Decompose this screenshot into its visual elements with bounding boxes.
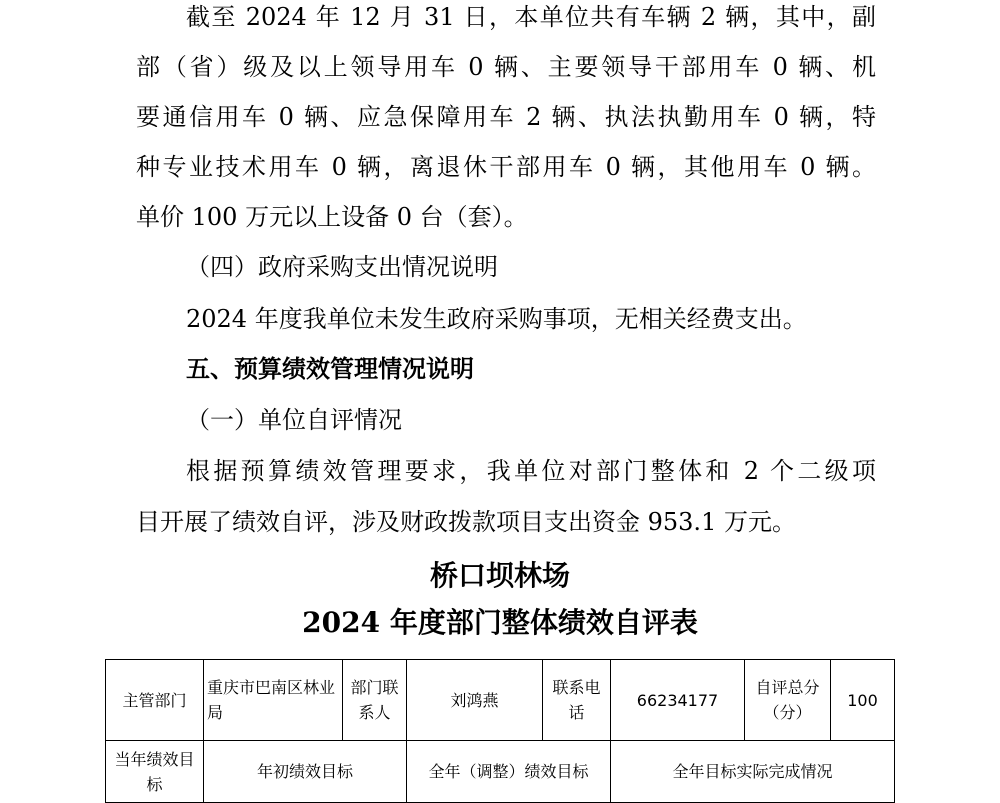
phone-label-cell: 联系电话 xyxy=(543,660,611,741)
table-row-department xyxy=(106,660,895,741)
procurement-heading: （四）政府采购支出情况说明 xyxy=(186,253,498,281)
vehicle-paragraph-line-5: 单价 100 万元以上设备 0 台（套）。 xyxy=(136,203,528,231)
self-eval-paragraph-line-2: 目开展了绩效自评，涉及财政拨款项目支出资金 953.1 万元。 xyxy=(136,508,796,536)
adjusted-goal-header: 全年（调整）绩效目标 xyxy=(407,741,611,803)
dept-label-cell: 主管部门 xyxy=(106,660,204,741)
form-org-title: 桥口坝林场 xyxy=(429,559,570,592)
vehicle-paragraph-line-3: 要通信用车 0 辆、应急保障用车 2 辆、执法执勤用车 0 辆，特 xyxy=(136,103,876,131)
form-subtitle: 2024 年度部门整体绩效自评表 xyxy=(302,606,698,639)
section-five-heading: 五、预算绩效管理情况说明 xyxy=(186,354,474,383)
actual-completion-header: 全年目标实际完成情况 xyxy=(611,741,895,803)
goal-label-cell: 当年绩效目标 xyxy=(106,741,204,803)
vehicle-paragraph-line-1: 截至 2024 年 12 月 31 日，本单位共有车辆 2 辆，其中，副 xyxy=(186,3,876,31)
procurement-paragraph: 2024 年度我单位未发生政府采购事项，无相关经费支出。 xyxy=(186,305,807,333)
vehicle-paragraph-line-4: 种专业技术用车 0 辆，离退休干部用车 0 辆，其他用车 0 辆。 xyxy=(136,153,876,181)
contact-label-cell: 部门联系人 xyxy=(343,660,407,741)
self-eval-heading: （一）单位自评情况 xyxy=(186,406,402,434)
table-row-goals xyxy=(106,741,895,803)
vehicle-paragraph-line-2: 部（省）级及以上领导用车 0 辆、主要领导干部用车 0 辆、机 xyxy=(136,53,876,81)
dept-value-cell: 重庆市巴南区林业局 xyxy=(204,660,343,741)
self-evaluation-table xyxy=(105,659,895,803)
score-label-cell: 自评总分（分） xyxy=(745,660,831,741)
phone-value-cell: 66234177 xyxy=(611,660,745,741)
score-value-cell: 100 xyxy=(831,660,895,741)
contact-value-cell: 刘鸿燕 xyxy=(407,660,543,741)
self-eval-paragraph-line-1: 根据预算绩效管理要求，我单位对部门整体和 2 个二级项 xyxy=(186,457,876,485)
initial-goal-header: 年初绩效目标 xyxy=(204,741,407,803)
